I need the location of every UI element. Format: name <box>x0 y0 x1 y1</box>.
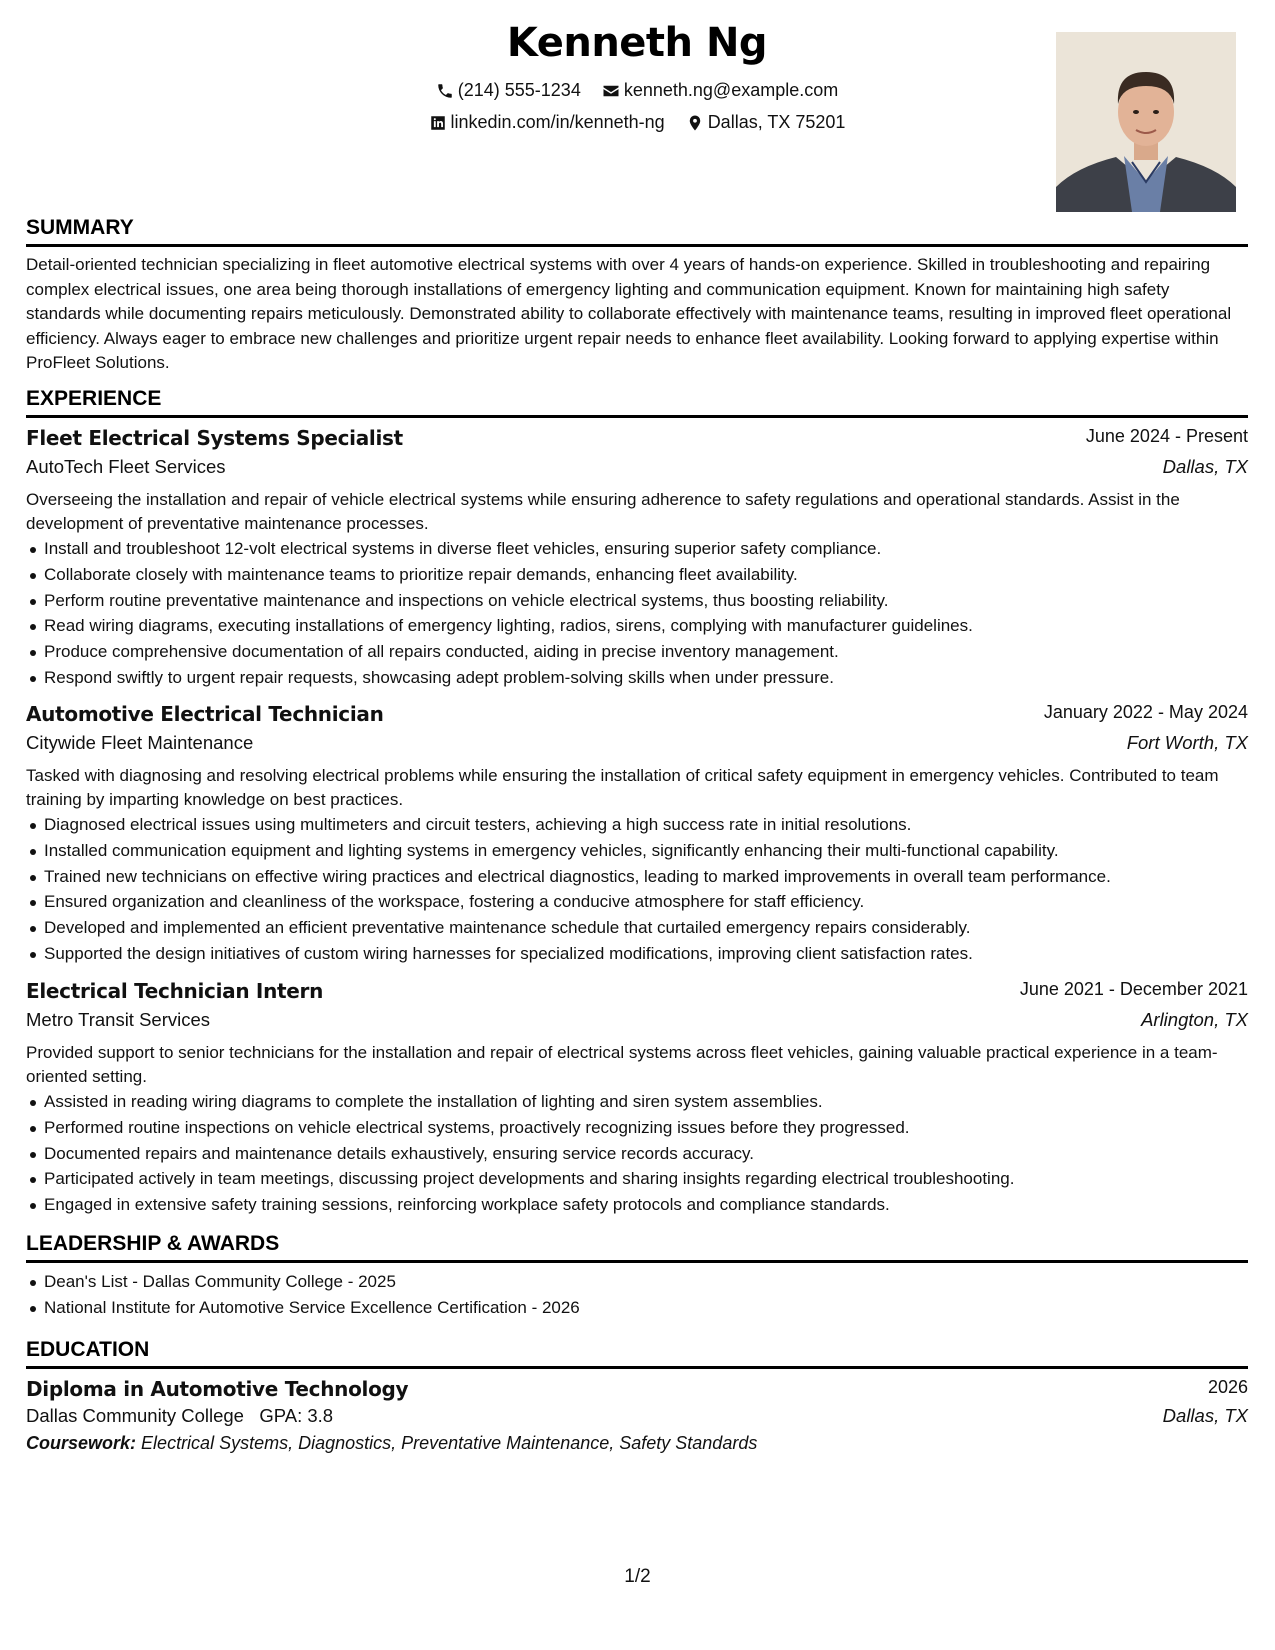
resume-header <box>26 0 1248 222</box>
contact-location <box>686 112 846 133</box>
job-bullet: Supported the design initiatives of custom wiring harnesses for specialized modifications, improving client satisfaction rates. <box>44 941 1248 967</box>
job-location: Fort Worth, TX <box>1126 732 1248 753</box>
job-bullet: Performed routine inspections on vehicle electrical systems, proactively recognizing issues before they progressed. <box>44 1115 1248 1141</box>
job-bullet: Collaborate closely with maintenance teams to prioritize repair demands, enhancing fleet availability. <box>44 562 1248 588</box>
job-dates: June 2024 - Present <box>1085 426 1248 446</box>
job-bullet: Diagnosed electrical issues using multimeters and circuit testers, achieving a high success rate in initial resolutions. <box>44 812 1248 838</box>
education-location: Dallas, TX <box>1162 1405 1248 1426</box>
experience-section <box>26 387 1248 418</box>
job-bullet: Installed communication equipment and lighting systems in emergency vehicles, significantly enhancing their multi-functional capability. <box>44 838 1248 864</box>
job-entry <box>26 426 1248 691</box>
job-title: Fleet Electrical Systems Specialist <box>26 426 403 450</box>
education-section <box>26 1338 1248 1454</box>
job-bullet: Engaged in extensive safety training sessions, reinforcing workplace safety protocols and compliance standards. <box>44 1192 1248 1218</box>
contact-linkedin[interactable] <box>429 112 665 133</box>
page-number: 1/2 <box>624 1566 651 1587</box>
award-item: National Institute for Automotive Service Excellence Certification - 2026 <box>44 1295 1248 1321</box>
job-bullet: Developed and implemented an efficient preventative maintenance schedule that curtailed emergency repairs considerably. <box>44 915 1248 941</box>
summary-text: Detail-oriented technician specializing in fleet automotive electrical systems with over 4 years of hands-on experience. Skilled in troubleshooting and repairing complex electrical issues, one area being thorough installations of emergency lighting and communication equipment. Known for maintaining high safety standards while documenting repairs meticulously. Demonstrated ability to collaborate effectively with maintenance teams, resulting in improved fleet operational efficiency. Always eager to embrace new challenges and prioritize urgent repair needs to enhance fleet availability. Looking forward to applying expertise within ProFleet Solutions. <box>26 255 1232 372</box>
job-title-row <box>26 979 1248 1009</box>
job-bullet: Participated actively in team meetings, discussing project developments and sharing insights regarding electrical troubleshooting. <box>44 1166 1248 1192</box>
linkedin-text: linkedin.com/in/kenneth-ng <box>450 112 665 132</box>
education-degree: Diploma in Automotive Technology <box>26 1377 409 1401</box>
job-title-row <box>26 426 1248 456</box>
education-heading: EDUCATION <box>26 1338 1248 1369</box>
coursework-text: Electrical Systems, Diagnostics, Preventative Maintenance, Safety Standards <box>141 1433 758 1453</box>
job-bullet: Assisted in reading wiring diagrams to complete the installation of lighting and siren system assemblies. <box>44 1089 1248 1115</box>
award-item: Dean's List - Dallas Community College - 2025 <box>44 1269 1248 1295</box>
job-description: Tasked with diagnosing and resolving electrical problems while ensuring the installation of critical safety equipment in emergency vehicles. Contributed to team training by imparting knowledge on best practices. <box>26 766 1219 809</box>
job-title: Automotive Electrical Technician <box>26 702 384 726</box>
candidate-name: Kenneth Ng <box>506 20 768 66</box>
job-title-row <box>26 702 1248 732</box>
summary-heading: SUMMARY <box>26 216 1248 247</box>
leadership-heading: LEADERSHIP & AWARDS <box>26 1232 1248 1263</box>
job-company: Citywide Fleet Maintenance <box>26 732 254 753</box>
job-dates: June 2021 - December 2021 <box>1019 979 1248 999</box>
job-bullet: Perform routine preventative maintenance and inspections on vehicle electrical systems, thus boosting reliability. <box>44 588 1248 614</box>
job-bullet: Produce comprehensive documentation of all repairs conducted, aiding in precise inventory management. <box>44 639 1248 665</box>
profile-photo <box>1056 32 1236 212</box>
job-location: Dallas, TX <box>1162 456 1248 477</box>
job-bullet: Read wiring diagrams, executing installations of emergency lighting, radios, sirens, complying with manufacturer guidelines. <box>44 613 1248 639</box>
phone-text: (214) 555-1234 <box>457 80 581 100</box>
job-bullet: Trained new technicians on effective wiring practices and electrical diagnostics, leading to marked improvements in overall team performance. <box>44 864 1248 890</box>
education-degree-row <box>26 1377 1248 1405</box>
contact-email[interactable] <box>602 80 838 101</box>
phone-icon <box>436 82 454 100</box>
job-entry <box>26 979 1248 1218</box>
job-location: Arlington, TX <box>1141 1009 1248 1030</box>
leadership-section <box>26 1232 1248 1321</box>
experience-heading: EXPERIENCE <box>26 387 1248 418</box>
job-company-row <box>26 732 1248 764</box>
job-dates: January 2022 - May 2024 <box>1043 702 1248 722</box>
job-title: Electrical Technician Intern <box>26 979 324 1003</box>
education-coursework <box>26 1433 1248 1454</box>
job-bullet: Documented repairs and maintenance details exhaustively, ensuring service records accuracy. <box>44 1141 1248 1167</box>
email-text: kenneth.ng@example.com <box>623 80 839 100</box>
education-gpa: GPA: 3.8 <box>259 1405 334 1426</box>
education-year: 2026 <box>1207 1377 1248 1397</box>
location-text: Dallas, TX 75201 <box>707 112 846 132</box>
job-company: AutoTech Fleet Services <box>26 456 226 477</box>
contact-phone <box>436 80 581 101</box>
job-bullets <box>26 812 1248 967</box>
job-description: Overseeing the installation and repair of vehicle electrical systems while ensuring adherence to safety regulations and operational standards. Assist in the development of preventative maintenance processes. <box>26 490 1180 533</box>
job-company-row <box>26 456 1248 488</box>
summary-section <box>26 216 1248 393</box>
job-bullets <box>26 536 1248 691</box>
job-entry <box>26 702 1248 967</box>
job-bullet: Respond swiftly to urgent repair requests, showcasing adept problem-solving skills when under pressure. <box>44 665 1248 691</box>
education-school: Dallas Community College <box>26 1405 244 1426</box>
job-company: Metro Transit Services <box>26 1009 211 1030</box>
map-pin-icon <box>686 114 704 132</box>
job-bullet: Install and troubleshoot 12-volt electrical systems in diverse fleet vehicles, ensuring superior safety compliance. <box>44 536 1248 562</box>
coursework-label: Coursework: <box>26 1433 137 1453</box>
linkedin-icon <box>429 114 447 132</box>
awards-list <box>26 1269 1248 1321</box>
job-description: Provided support to senior technicians for the installation and repair of electrical systems across fleet vehicles, gaining valuable practical experience in a team-oriented setting. <box>26 1043 1218 1086</box>
education-school-row <box>26 1405 1248 1433</box>
job-bullets <box>26 1089 1248 1218</box>
resume-page <box>26 0 1248 1453</box>
job-bullet: Ensured organization and cleanliness of the workspace, fostering a conducive atmosphere for staff efficiency. <box>44 889 1248 915</box>
education-school-line <box>26 1405 333 1427</box>
envelope-icon <box>602 82 620 100</box>
job-company-row <box>26 1009 1248 1041</box>
